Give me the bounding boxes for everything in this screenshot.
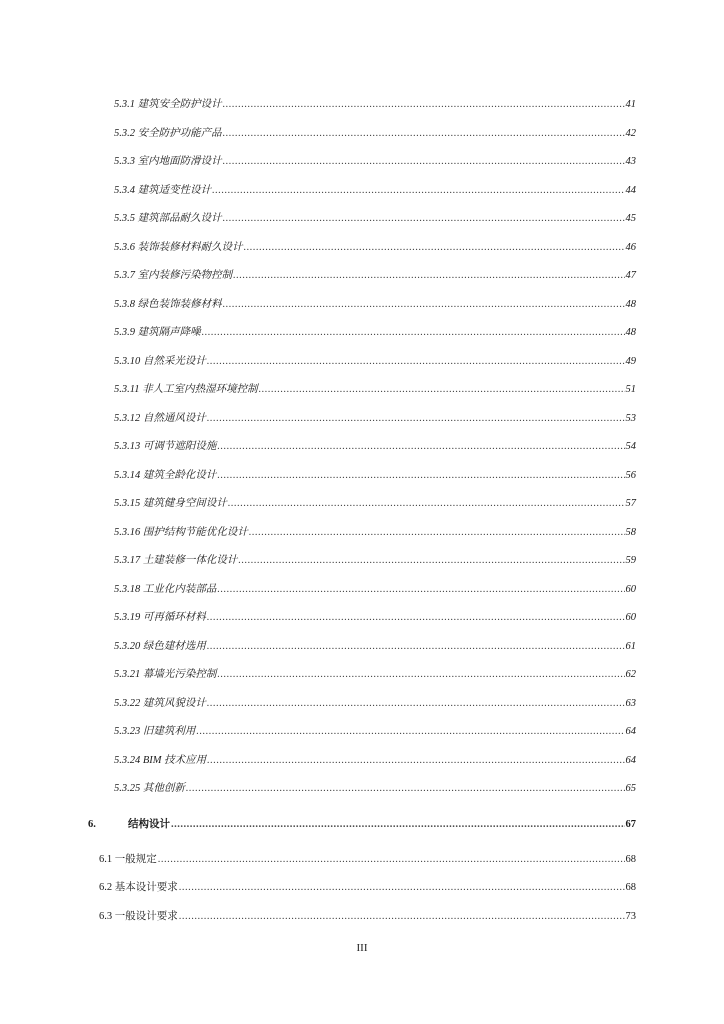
toc-entry-label: 5.3.6 装饰装修材料耐久设计 [114,242,243,253]
toc-entry-label: 6.2 基本设计要求 [99,882,178,893]
dot-leader [171,819,625,830]
toc-entry-label: 5.3.23 旧建筑利用 [114,726,196,737]
toc-entry[interactable] [114,609,636,624]
toc-entry[interactable] [114,695,636,710]
toc-entry[interactable] [114,723,636,738]
toc-entry[interactable] [114,381,636,396]
dot-leader [223,128,625,139]
toc-entry-label: 5.3.7 室内装修污染物控制 [114,270,233,281]
toc-entry-label: 5.3.1 建筑安全防护设计 [114,99,222,110]
toc-entry[interactable] [114,125,636,140]
toc-entry[interactable] [114,267,636,282]
toc-entry[interactable] [114,581,636,596]
toc-entry-page: 57 [625,498,636,509]
toc-entry-label: 5.3.11 非人工室内热湿环境控制 [114,384,258,395]
toc-chapter-entry[interactable] [88,816,636,831]
toc-entry[interactable] [114,666,636,681]
toc-section-entry[interactable] [99,851,636,866]
dot-leader [207,755,624,766]
toc-entry-page: 63 [625,698,636,709]
toc-entry[interactable] [114,524,636,539]
toc-entry-label: 5.3.19 可再循环材料 [114,612,206,623]
toc-entry-label: 5.3.15 建筑健身空间设计 [114,498,227,509]
toc-entry-page: 60 [625,612,636,623]
toc-entry-page: 48 [625,299,636,310]
toc-entry-page: 61 [625,641,636,652]
toc-entry-label: 5.3.10 自然采光设计 [114,356,206,367]
toc-section-entry[interactable] [99,879,636,894]
toc-entry-label: 5.3.17 土建装修一体化设计 [114,555,238,566]
dot-leader [228,498,625,509]
toc-entry-page: 58 [625,527,636,538]
toc-entry[interactable] [114,780,636,795]
toc-entry[interactable] [114,410,636,425]
toc-entry[interactable] [114,495,636,510]
toc-entry-label: 5.3.24 BIM 技术应用 [114,755,207,766]
dot-leader [223,299,625,310]
dot-leader [196,726,624,737]
dot-leader [217,584,624,595]
toc-entry[interactable] [114,182,636,197]
toc-entry-label: 5.3.3 室内地面防滑设计 [114,156,222,167]
dot-leader [238,555,624,566]
toc-entry-label: 5.3.22 建筑风貌设计 [114,698,206,709]
toc-entry-page: 64 [625,726,636,737]
toc-entry-page: 41 [625,99,636,110]
page-number: III [356,942,368,954]
toc-entry-page: 59 [625,555,636,566]
toc-entry-page: 51 [625,384,636,395]
toc-entry[interactable] [114,96,636,111]
dot-leader [249,527,625,538]
dot-leader [217,669,624,680]
dot-leader [158,854,625,865]
dot-leader [207,413,625,424]
toc-chapter-number: 6. [88,819,96,830]
toc-entry-page: 44 [625,185,636,196]
toc-entry[interactable] [114,467,636,482]
toc-entry-page: 64 [625,755,636,766]
toc-entry-page: 48 [625,327,636,338]
toc-entry-page: 60 [625,584,636,595]
toc-entry[interactable] [114,153,636,168]
toc-section-entry[interactable] [99,908,636,923]
toc-entry-page: 68 [625,882,636,893]
toc-entry-page: 53 [625,413,636,424]
dot-leader [223,156,625,167]
toc-entry-label: 5.3.9 建筑隔声降噪 [114,327,201,338]
toc-entry-page: 43 [625,156,636,167]
dot-leader [244,242,625,253]
dot-leader [259,384,625,395]
toc-entry-label: 5.3.13 可调节遮阳设施 [114,441,217,452]
toc-entry-label: 6.1 一般规定 [99,854,157,865]
dot-leader [223,99,625,110]
toc-entry[interactable] [114,552,636,567]
dot-leader [202,327,625,338]
toc-entry-page: 54 [625,441,636,452]
dot-leader [207,698,625,709]
toc-entry-label: 5.3.5 建筑部品耐久设计 [114,213,222,224]
toc-entry-page: 65 [625,783,636,794]
toc-entry-page: 42 [625,128,636,139]
toc-entry-label: 6.3 一般设计要求 [99,911,178,922]
toc-entry-page: 68 [625,854,636,865]
toc-entry-label: 5.3.4 建筑适变性设计 [114,185,212,196]
toc-entry-page: 56 [625,470,636,481]
toc-entry-page: 46 [625,242,636,253]
dot-leader [207,612,625,623]
toc-entry[interactable] [114,353,636,368]
toc-entry[interactable] [114,324,636,339]
toc-entry[interactable] [114,752,636,767]
dot-leader [179,911,625,922]
toc-entry[interactable] [114,638,636,653]
dot-leader [179,882,625,893]
toc-entry-label: 5.3.21 幕墙光污染控制 [114,669,217,680]
toc-entry-page: 49 [625,356,636,367]
dot-leader [217,441,624,452]
toc-entry-label: 5.3.18 工业化内装部品 [114,584,217,595]
toc-entry-label: 5.3.12 自然通风设计 [114,413,206,424]
toc-entry-label: 5.3.2 安全防护功能产品 [114,128,222,139]
toc-entry-label: 5.3.14 建筑全龄化设计 [114,470,217,481]
toc-chapter-label [88,816,170,831]
dot-leader [217,470,624,481]
toc-entry-page: 73 [625,911,636,922]
toc-entry-page: 47 [625,270,636,281]
toc-entry-page: 62 [625,669,636,680]
dot-leader [207,356,625,367]
toc-entry[interactable] [114,438,636,453]
toc-chapter-title: 结构设计 [128,819,170,830]
toc-entry[interactable] [114,239,636,254]
toc-entry-page: 45 [625,213,636,224]
toc-entry-label: 5.3.8 绿色装饰装修材料 [114,299,222,310]
dot-leader [186,783,625,794]
toc-entry[interactable] [114,296,636,311]
dot-leader [223,213,625,224]
toc-entry-page: 67 [625,819,636,830]
dot-leader [233,270,624,281]
toc-entry[interactable] [114,210,636,225]
dot-leader [207,641,625,652]
dot-leader [212,185,624,196]
toc-entry-label: 5.3.25 其他创新 [114,783,185,794]
toc-entry-label: 5.3.20 绿色建材选用 [114,641,206,652]
toc-entry-label: 5.3.16 围护结构节能优化设计 [114,527,248,538]
